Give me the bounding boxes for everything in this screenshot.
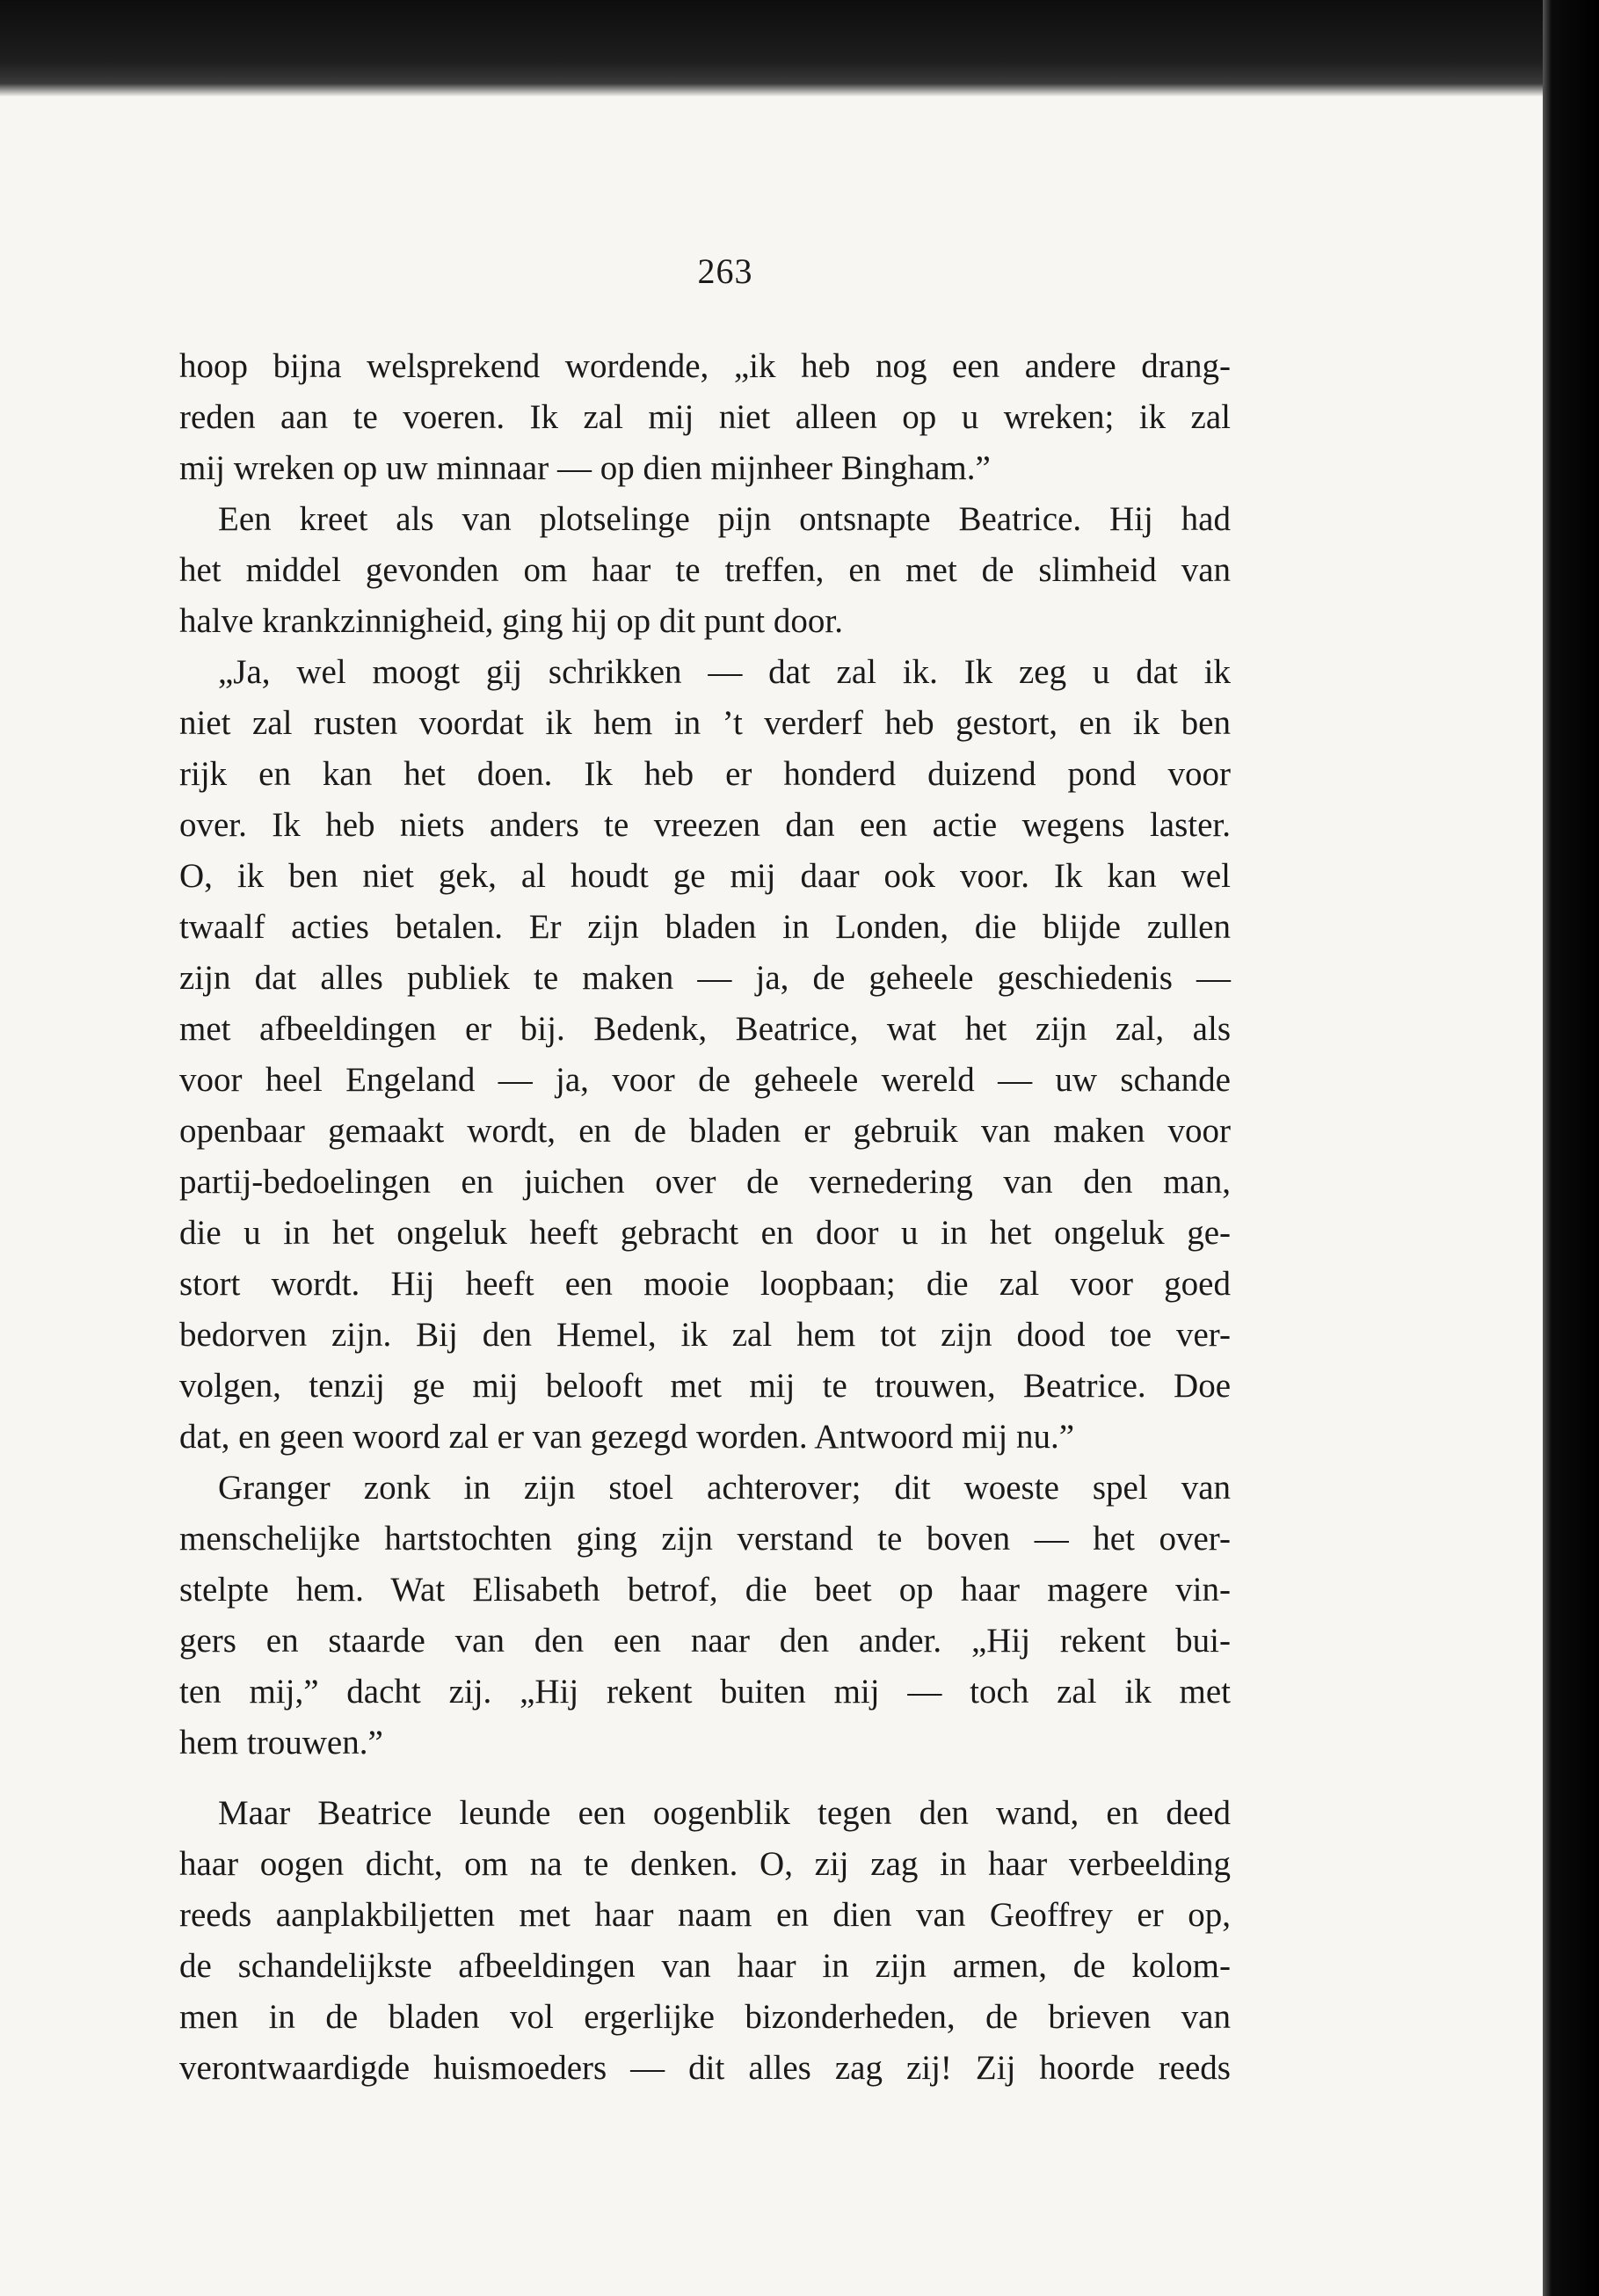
text-line: verontwaardigde huismoeders — dit alles zag zij! Zij hoorde reeds	[179, 2049, 1231, 2087]
text-line: de schandelijkste afbeeldingen van haar in zijn armen, de kolom-	[179, 1947, 1231, 1985]
text-line: hem trouwen.”	[179, 1724, 383, 1762]
text-line: men in de bladen vol ergerlijke bizonderheden, de brieven van	[179, 1998, 1231, 2036]
text-line: stort wordt. Hij heeft een mooie loopbaan; die zal voor goed	[179, 1265, 1231, 1303]
text-line: die u in het ongeluk heeft gebracht en door u in het ongeluk ge-	[179, 1214, 1231, 1252]
text-line: menschelijke hartstochten ging zijn verstand te boven — het over-	[179, 1520, 1231, 1558]
text-line: volgen, tenzij ge mij belooft met mij te trouwen, Beatrice. Doe	[179, 1367, 1231, 1405]
text-line: voor heel Engeland — ja, voor de geheele wereld — uw schande	[179, 1061, 1231, 1099]
text-line: Granger zonk in zijn stoel achterover; dit woeste spel van	[218, 1469, 1231, 1507]
text-line: mij wreken op uw minnaar — op dien mijnheer Bingham.”	[179, 449, 991, 487]
page-number: 263	[697, 251, 753, 291]
text-line: „Ja, wel moogt gij schrikken — dat zal ik. Ik zeg u dat ik	[218, 653, 1231, 691]
scan-shadow-top	[0, 0, 1599, 97]
text-line: het middel gevonden om haar te treffen, en met de slimheid van	[179, 551, 1231, 589]
text-line: reeds aanplakbiljetten met haar naam en dien van Geoffrey er op,	[179, 1896, 1231, 1934]
text-line: Maar Beatrice leunde een oogenblik tegen den wand, en deed	[218, 1794, 1231, 1832]
body-text	[179, 341, 1231, 2094]
text-line: partij-bedoelingen en juichen over de vernedering van den man,	[179, 1163, 1231, 1201]
text-line: twaalf acties betalen. Er zijn bladen in Londen, die blijde zullen	[179, 908, 1231, 946]
scan-shadow-right	[1543, 0, 1599, 2296]
text-line: bedorven zijn. Bij den Hemel, ik zal hem tot zijn dood toe ver-	[179, 1316, 1231, 1354]
text-line: gers en staarde van den een naar den ander. „Hij rekent bui-	[179, 1622, 1231, 1660]
text-line: openbaar gemaakt wordt, en de bladen er gebruik van maken voor	[179, 1112, 1231, 1150]
text-line: over. Ik heb niets anders te vreezen dan een actie wegens laster.	[179, 806, 1231, 844]
text-line: haar oogen dicht, om na te denken. O, zij zag in haar verbeelding	[179, 1845, 1231, 1883]
text-line: ten mij,” dacht zij. „Hij rekent buiten mij — toch zal ik met	[179, 1673, 1231, 1711]
text-line: rijk en kan het doen. Ik heb er honderd duizend pond voor	[179, 755, 1231, 793]
text-line: zijn dat alles publiek te maken — ja, de geheele geschiedenis —	[179, 959, 1231, 997]
text-line: dat, en geen woord zal er van gezegd worden. Antwoord mij nu.”	[179, 1418, 1074, 1456]
text-line: hoop bijna welsprekend wordende, „ik heb nog een andere drang-	[179, 347, 1231, 385]
text-line: reden aan te voeren. Ik zal mij niet alleen op u wreken; ik zal	[179, 398, 1231, 436]
text-line: stelpte hem. Wat Elisabeth betrof, die beet op haar magere vin-	[179, 1571, 1231, 1609]
text-line: O, ik ben niet gek, al houdt ge mij daar ook voor. Ik kan wel	[179, 857, 1231, 895]
text-line: met afbeeldingen er bij. Bedenk, Beatrice, wat het zijn zal, als	[179, 1010, 1231, 1048]
text-line: Een kreet als van plotselinge pijn ontsnapte Beatrice. Hij had	[218, 500, 1231, 538]
text-line: halve krankzinnigheid, ging hij op dit punt door.	[179, 602, 843, 640]
text-line: niet zal rusten voordat ik hem in ’t verderf heb gestort, en ik ben	[179, 704, 1231, 742]
